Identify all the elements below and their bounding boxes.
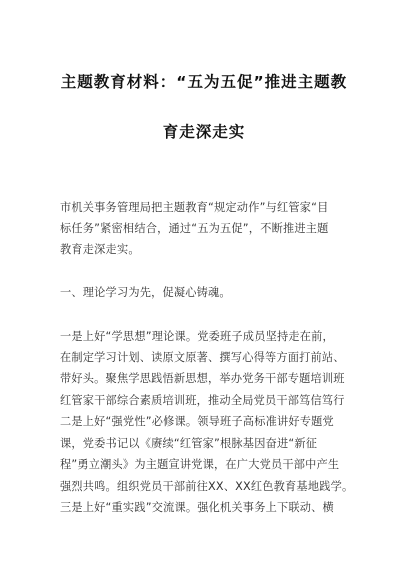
body-line: 程”勇立潮头》为主题宣讲党课，在广大党员干部中产生 [60,458,340,471]
body-line: 在制定学习计划、读原文原著、撰写心得等方面打前站、 [60,351,345,364]
document-title-line-2: 育走深走实 [162,123,246,141]
body-line: 三是上好“重实践”交流课。强化机关事务上下联动、横 [60,501,334,514]
intro-line-1: 市机关事务管理局把主题教育“规定动作”与红管家“目 [60,201,329,214]
intro-line-2: 标任务”紧密相结合，通过“五为五促”，不断推进主题 [60,222,329,235]
body-line: 红管家干部综合素质培训班，推动全局党员干部笃信笃行 [60,394,345,407]
body-line: 一是上好“学思想”理论课。党委班子成员坚持走在前， [60,330,334,343]
body-line: 带好头。聚焦学思践悟新思想，举办党务干部专题培训班 [60,372,345,385]
body-line: 课，党委书记以《赓续“红管家”根脉基因奋进“新征 [60,437,318,450]
document-title-line-1: 主题教育材料：“五为五促”推进主题教 [60,73,348,91]
body-line: 二是上好“强党性”必修课。领导班子高标准讲好专题党 [60,415,334,428]
body-line: 强烈共鸣。组织党员干部前往XX、XX红色教育基地践学。 [60,480,354,493]
section-heading: 一、理论学习为先，促凝心铸魂。 [60,286,231,299]
intro-line-3: 教育走深走实。 [60,243,140,256]
